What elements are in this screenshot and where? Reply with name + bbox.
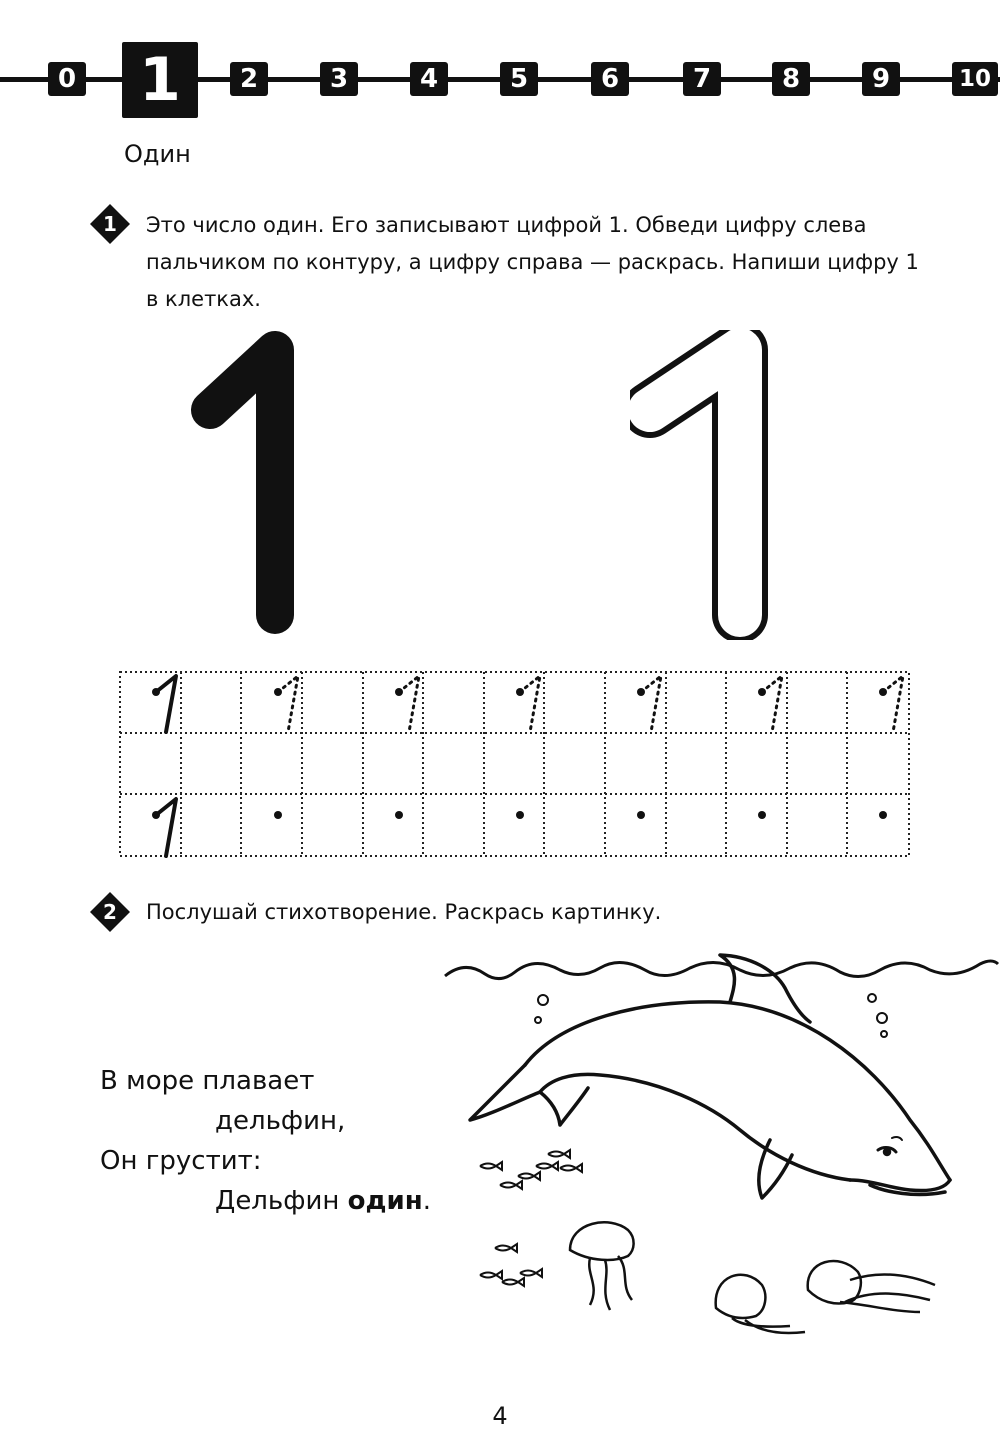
poem-line-2: дельфин, bbox=[215, 1106, 346, 1136]
number-line-item-10: 10 bbox=[952, 62, 998, 96]
task-2-badge bbox=[90, 892, 130, 932]
grid-start-dot bbox=[758, 811, 766, 819]
task-1-line-2: пальчиком по контуру, а цифру справа — раскрась. Напиши цифру 1 bbox=[146, 250, 919, 274]
grid-start-dot bbox=[274, 811, 282, 819]
page-number: 4 bbox=[492, 1402, 508, 1430]
grid-dotted-one bbox=[278, 676, 298, 732]
grid-dotted-one bbox=[883, 676, 903, 732]
dolphin bbox=[470, 955, 950, 1198]
number-line-item-6: 6 bbox=[591, 62, 629, 96]
jellyfish bbox=[570, 1222, 935, 1333]
poem-line-4-prefix: Дельфин bbox=[215, 1186, 348, 1216]
task-1-badge-number: 1 bbox=[103, 212, 117, 236]
small-fish bbox=[480, 1150, 582, 1286]
number-line-item-5: 5 bbox=[500, 62, 538, 96]
grid-sample-one-row1 bbox=[152, 676, 176, 732]
grid-dotted-one bbox=[762, 676, 782, 732]
task-2-badge-number: 2 bbox=[103, 900, 117, 924]
number-line-item-0: 0 bbox=[48, 62, 86, 96]
number-line-item-3: 3 bbox=[320, 62, 358, 96]
task-1-line-1: Это число один. Его записывают цифрой 1. Обведи цифру слева bbox=[146, 213, 867, 237]
number-line-item-7: 7 bbox=[683, 62, 721, 96]
big-digit-outline bbox=[630, 330, 800, 640]
grid-start-dot bbox=[395, 811, 403, 819]
task-1-line-3: в клетках. bbox=[146, 287, 261, 311]
big-digit-filled bbox=[190, 330, 320, 640]
practice-grid bbox=[118, 670, 913, 862]
grid-dotted-one bbox=[641, 676, 661, 732]
number-line-item-4: 4 bbox=[410, 62, 448, 96]
grid-dotted-one bbox=[399, 676, 419, 732]
grid-start-dot bbox=[879, 811, 887, 819]
poem-line-1: В море плавает bbox=[100, 1066, 315, 1096]
poem-line-3: Он грустит: bbox=[100, 1146, 262, 1176]
grid-start-dot bbox=[637, 811, 645, 819]
grid-start-dot bbox=[516, 811, 524, 819]
dolphin-illustration bbox=[440, 940, 1000, 1340]
task-1-badge bbox=[90, 204, 130, 244]
poem-line-4-suffix: . bbox=[422, 1186, 431, 1216]
grid-dotted-one bbox=[520, 676, 540, 732]
task-2-text: Послушай стихотворение. Раскрась картинку. bbox=[146, 900, 662, 924]
number-line-item-9: 9 bbox=[862, 62, 900, 96]
grid-sample-one-row3 bbox=[152, 799, 176, 856]
number-line-item-2: 2 bbox=[230, 62, 268, 96]
number-line-item-8: 8 bbox=[772, 62, 810, 96]
task-1-text bbox=[146, 207, 919, 318]
poem-line-4-bold: один bbox=[347, 1186, 423, 1216]
page-title: Один bbox=[124, 140, 191, 168]
water-waves bbox=[445, 961, 998, 979]
poem-line-4 bbox=[215, 1186, 431, 1216]
number-line-item-1-current: 1 bbox=[122, 42, 198, 118]
